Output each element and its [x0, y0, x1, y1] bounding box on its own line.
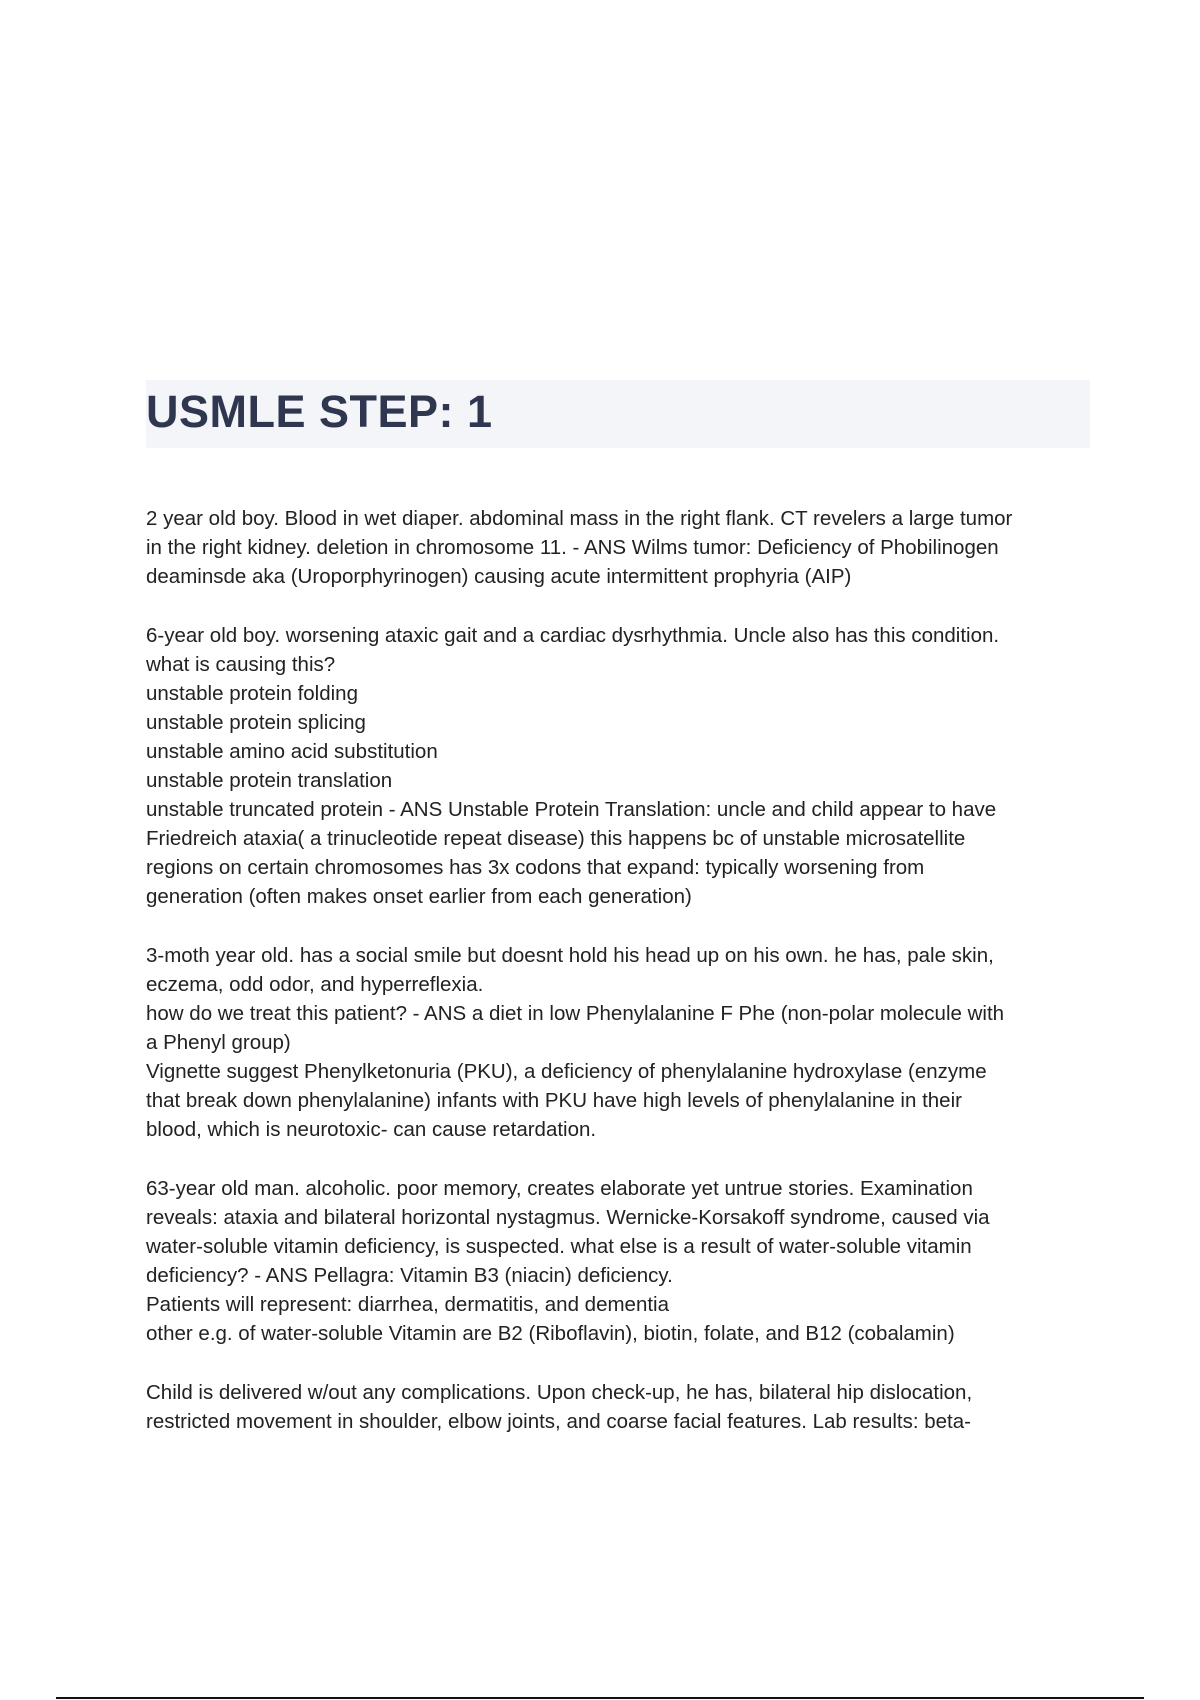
text-line: regions on certain chromosomes has 3x codons that expand: typically worsening from — [146, 856, 925, 879]
text-line: how do we treat this patient? - ANS a diet in low Phenylalanine F Phe (non-polar molecule with — [146, 1002, 1005, 1025]
text-line: unstable protein translation — [146, 769, 393, 792]
qa-item-wilms-tumor — [146, 504, 1090, 591]
qa-content — [146, 504, 1090, 1466]
text-line: eczema, odd odor, and hyperreflexia. — [146, 973, 484, 996]
text-line: what is causing this? — [146, 653, 336, 676]
text-line: in the right kidney. deletion in chromosome 11. - ANS Wilms tumor: Deficiency of Phobilinogen — [146, 536, 999, 559]
text-line: Vignette suggest Phenylketonuria (PKU), a deficiency of phenylalanine hydroxylase (enzyme — [146, 1060, 987, 1083]
text-line: that break down phenylalanine) infants with PKU have high levels of phenylalanine in their — [146, 1089, 962, 1112]
text-line: unstable truncated protein - ANS Unstable Protein Translation: uncle and child appear to have — [146, 798, 997, 821]
text-line: 2 year old boy. Blood in wet diaper. abdominal mass in the right flank. CT revelers a large tumor — [146, 507, 1013, 530]
text-line: unstable protein splicing — [146, 711, 366, 734]
text-line: reveals: ataxia and bilateral horizontal nystagmus. Wernicke-Korsakoff syndrome, caused via — [146, 1206, 990, 1229]
text-line: 6-year old boy. worsening ataxic gait and a cardiac dysrhythmia. Uncle also has this condition. — [146, 624, 1000, 647]
text-line: 63-year old man. alcoholic. poor memory, creates elaborate yet untrue stories. Examination — [146, 1177, 973, 1200]
text-line: Patients will represent: diarrhea, dermatitis, and dementia — [146, 1293, 670, 1316]
qa-item-pku — [146, 941, 1090, 1144]
text-line: 3-moth year old. has a social smile but doesnt hold his head up on his own. he has, pale skin, — [146, 944, 994, 967]
text-line: generation (often makes onset earlier from each generation) — [146, 885, 692, 908]
page-title: USMLE STEP: 1 — [146, 386, 493, 437]
text-line: a Phenyl group) — [146, 1031, 291, 1054]
page-bottom-rule — [56, 1697, 1144, 1699]
text-line: Friedreich ataxia( a trinucleotide repeat disease) this happens bc of unstable microsatellite — [146, 827, 966, 850]
text-line: unstable amino acid substitution — [146, 740, 438, 763]
text-line: blood, which is neurotoxic- can cause retardation. — [146, 1118, 597, 1141]
qa-item-wernicke-korsakoff — [146, 1174, 1090, 1348]
text-line: restricted movement in shoulder, elbow joints, and coarse facial features. Lab results: beta- — [146, 1410, 971, 1433]
text-line: Child is delivered w/out any complications. Upon check-up, he has, bilateral hip dislocation, — [146, 1381, 973, 1404]
text-line: unstable protein folding — [146, 682, 358, 705]
qa-item-friedreich-ataxia — [146, 621, 1090, 911]
text-line: water-soluble vitamin deficiency, is suspected. what else is a result of water-soluble vitamin — [146, 1235, 972, 1258]
text-line: other e.g. of water-soluble Vitamin are B2 (Riboflavin), biotin, folate, and B12 (cobalamin) — [146, 1322, 955, 1345]
text-line: deficiency? - ANS Pellagra: Vitamin B3 (niacin) deficiency. — [146, 1264, 673, 1287]
text-line: deaminsde aka (Uroporphyrinogen) causing acute intermittent prophyria (AIP) — [146, 565, 852, 588]
title-banner — [146, 380, 1090, 448]
qa-item-hip-dislocation — [146, 1378, 1090, 1436]
